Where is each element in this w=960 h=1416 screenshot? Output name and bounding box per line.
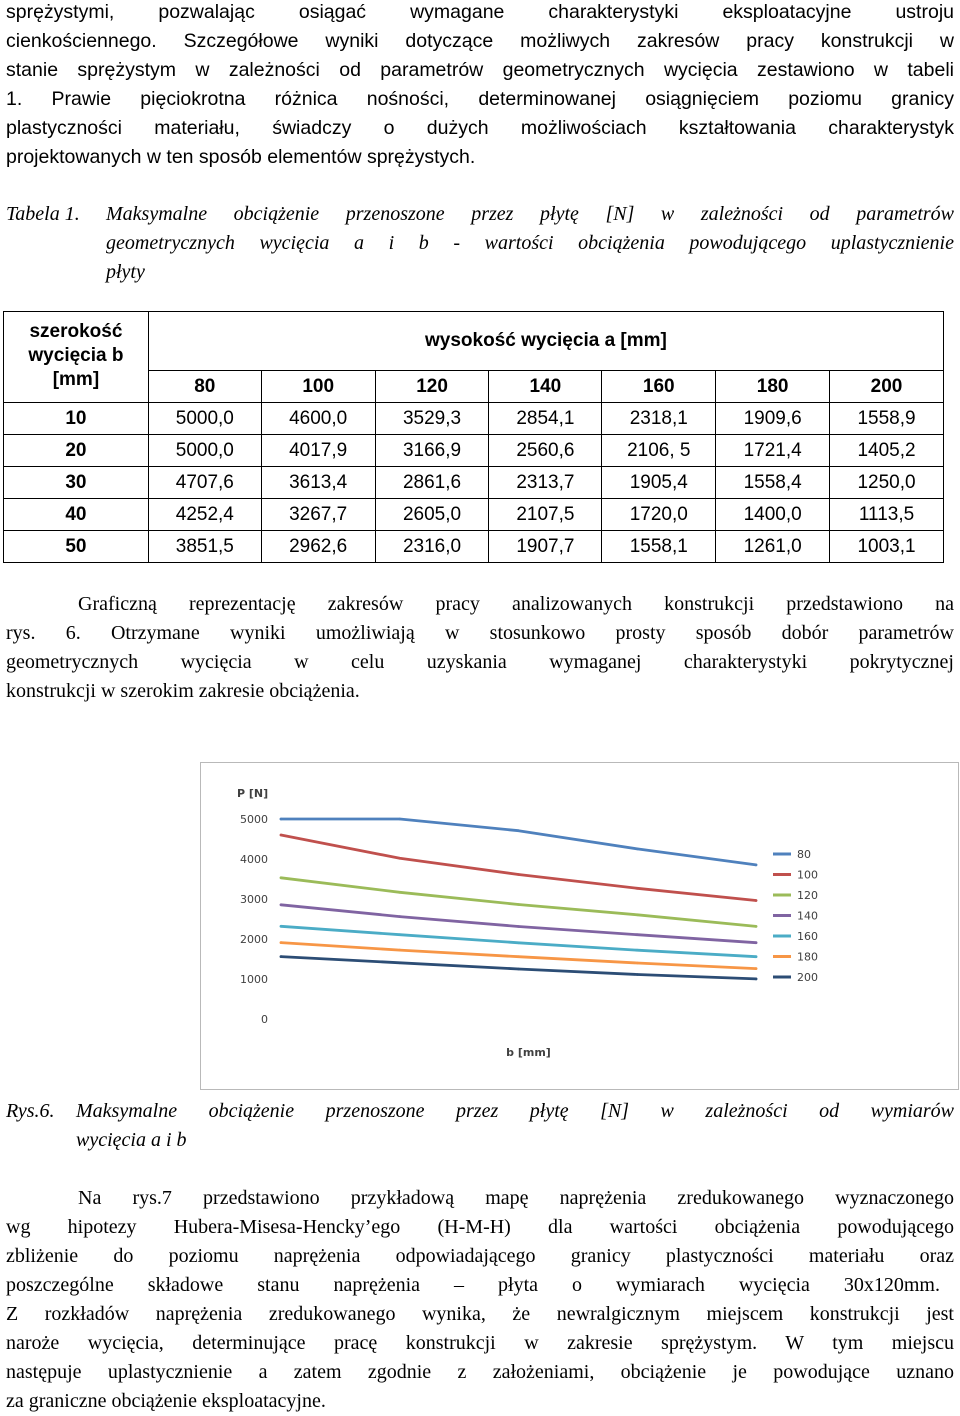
data-point [755,925,758,928]
table-cell: 3529,3 [375,403,489,435]
table-cell: 2106, 5 [602,435,716,467]
table-cell: 4017,9 [261,435,375,467]
table-cell: 1905,4 [602,467,716,499]
text-line: Na rys.7 przedstawiono przykładową mapę naprężenia zredukowanego wyznaczonego [78,1187,954,1209]
table-cell: 1400,0 [716,499,830,531]
legend-label: 120 [797,889,818,902]
text-line: stanie sprężystym w zależności od parametrów geometrycznych wycięcia zestawiono w tabeli [6,59,954,81]
series-line-120 [281,878,756,927]
table-group-header: wysokość wycięcia a [mm] [148,312,943,371]
row-header: 10 [4,403,149,435]
figure-caption-label: Rys.6. [6,1100,55,1122]
data-point [280,818,283,821]
data-point [517,873,520,876]
table-body [4,403,944,563]
column-header: 180 [716,371,830,403]
row-header: 20 [4,435,149,467]
table-cell: 2313,7 [489,467,602,499]
table-cell: 2861,6 [375,467,489,499]
x-axis-label: b [mm] [506,1046,551,1059]
data-point [399,818,402,821]
table-cell: 1558,4 [716,467,830,499]
data-point [636,973,639,976]
table-caption-line: Maksymalne obciążenie przenoszone przez płytę [N] w zależności od parametrów [106,203,954,225]
text-line: Graficzną reprezentację zakresów pracy analizowanych konstrukcji przedstawiono na [78,593,954,615]
table-cell: 1720,0 [602,499,716,531]
table-cell: 2605,0 [375,499,489,531]
data-point [636,949,639,952]
table-cell: 1909,6 [716,403,830,435]
paragraph-mid [6,590,954,706]
legend-label: 200 [797,971,818,984]
y-tick-label: 5000 [240,813,268,826]
data-point [517,968,520,971]
y-tick-label: 2000 [240,933,268,946]
data-point [755,899,758,902]
data-point [280,877,283,880]
row-header: 30 [4,467,149,499]
data-point [636,962,639,965]
data-point [280,925,283,928]
table-cell: 1261,0 [716,531,830,563]
data-point [399,857,402,860]
text-line: następuje uplastycznienie a zatem zgodnie z założeniami, obciążenie je powodujące uznano [6,1361,954,1383]
corner-line: szerokość [29,321,123,342]
text-line: projektowanych w ten sposób elementów sprężystych. [6,146,476,168]
table-row [4,467,944,499]
row-header: 50 [4,531,149,563]
table-cell: 3851,5 [148,531,261,563]
column-header: 160 [602,371,716,403]
text-line: konstrukcji w szerokim zakresie obciążenia. [6,680,360,702]
column-header: 140 [489,371,602,403]
chart-svg [201,763,958,1089]
table-cell: 2107,5 [489,499,602,531]
table-cell: 1558,9 [830,403,944,435]
text-line: zbliżenie do poziomu naprężenia odpowiadającego granicy plastyczności materiału oraz [6,1245,954,1267]
data-point [517,829,520,832]
series-line-100 [281,835,756,901]
data-point [755,978,758,981]
data-point [755,955,758,958]
corner-line: wycięcia b [28,345,124,366]
column-header: 80 [148,371,261,403]
table-cell: 5000,0 [148,403,261,435]
text-line: cienkościennego. Szczegółowe wyniki dotyczące możliwych zakresów pracy konstrukcji w [6,30,954,52]
column-header: 200 [830,371,944,403]
data-point [755,941,758,944]
data-point [636,914,639,917]
table-cell: 3613,4 [261,467,375,499]
table-cell: 4600,0 [261,403,375,435]
table-cell: 4252,4 [148,499,261,531]
legend-label: 160 [797,930,818,943]
table-cell: 3267,7 [261,499,375,531]
y-tick-label: 4000 [240,853,268,866]
table-cell: 2854,1 [489,403,602,435]
data-point [399,962,402,965]
data-point [636,887,639,890]
figure-caption-line: Maksymalne obciążenie przenoszone przez płytę [N] w zależności od wymiarów [76,1100,954,1122]
table-row [4,499,944,531]
text-line: wg hipotezy Hubera-Misesa-Hencky’ego (H-M-H) dla wartości obciążenia powodującego [6,1216,954,1238]
table-cell: 1250,0 [830,467,944,499]
paragraph-bottom [6,1184,954,1416]
table-cell: 5000,0 [148,435,261,467]
data-point [280,904,283,907]
data-point [517,903,520,906]
data-point [517,925,520,928]
data-point [399,891,402,894]
data-point [280,941,283,944]
table-cell: 1721,4 [716,435,830,467]
legend-label: 100 [797,868,818,882]
text-line: geometrycznych wycięcia w celu uzyskania wymaganej charakterystyki pokrytycznej [6,651,954,673]
paragraph-top [6,0,954,172]
text-line: za graniczne obciążenie eksploatacyjne. [6,1390,326,1412]
table-caption-line: geometrycznych wycięcia a i b - wartości obciążenia powodującego uplastycznienie [106,232,954,254]
text-line: sprężystymi, pozwalając osiągać wymagane charakterystyki eksploatacyjne ustroju [6,1,954,23]
text-line: naroże wycięcia, determinujące pracę konstrukcji w zakresie sprężystym. W tym miejscu [6,1332,954,1354]
y-tick-label: 1000 [240,973,268,986]
text-line: Z rozkładów naprężenia zredukowanego wynika, że newralgicznym miejscem konstrukcji jest [6,1303,954,1325]
legend-label: 180 [797,950,818,964]
table-cell: 1907,7 [489,531,602,563]
table-cell: 1003,1 [830,531,944,563]
series-line-160 [281,926,756,956]
corner-line: [mm] [52,369,100,390]
table-row [4,403,944,435]
data-point [636,933,639,936]
data-point [755,864,758,867]
table-cell: 2316,0 [375,531,489,563]
row-header: 40 [4,499,149,531]
table-corner-header [4,312,149,403]
table-row [4,531,944,563]
table-cell: 2318,1 [602,403,716,435]
data-point [399,915,402,918]
data-point [280,834,283,837]
y-tick-label: 3000 [240,893,268,906]
line-chart [200,762,959,1090]
table-cell: 2962,6 [261,531,375,563]
table-row [4,435,944,467]
series-line-80 [281,819,756,865]
text-line: plastyczności materiału, świadczy o dużych możliwościach kształtowania charakterystyk [6,117,954,139]
table-cell: 1405,2 [830,435,944,467]
legend-label: 140 [797,909,818,923]
text-line: rys. 6. Otrzymane wyniki umożliwiają w stosunkowo prosty sposób dobór parametrów [6,622,954,644]
data-point [399,949,402,952]
table-cell: 3166,9 [375,435,489,467]
load-table [3,311,944,563]
y-tick-label: 0 [261,1013,268,1026]
text-line: poszczególne składowe stanu naprężenia – płyta o wymiarach wycięcia 30x120mm. [6,1274,940,1296]
table-cell: 2560,6 [489,435,602,467]
data-point [636,848,639,851]
data-point [517,955,520,958]
table-cell: 4707,6 [148,467,261,499]
table-caption-label: Tabela 1. [6,203,80,225]
text-line: 1. Prawie pięciokrotna różnica nośności, determinowanej osiągnięciem poziomu granicy [6,88,954,110]
legend-label: 80 [797,848,811,861]
data-point [280,955,283,958]
table-caption-line: płyty [106,261,145,283]
column-header: 120 [375,371,489,403]
table-cell: 1113,5 [830,499,944,531]
table-cell: 1558,1 [602,531,716,563]
data-point [399,933,402,936]
y-axis-label: P [N] [237,787,269,800]
data-point [755,967,758,970]
data-point [517,942,520,945]
column-header: 100 [261,371,375,403]
figure-caption-line: wycięcia a i b [76,1129,187,1151]
series-line-140 [281,905,756,943]
